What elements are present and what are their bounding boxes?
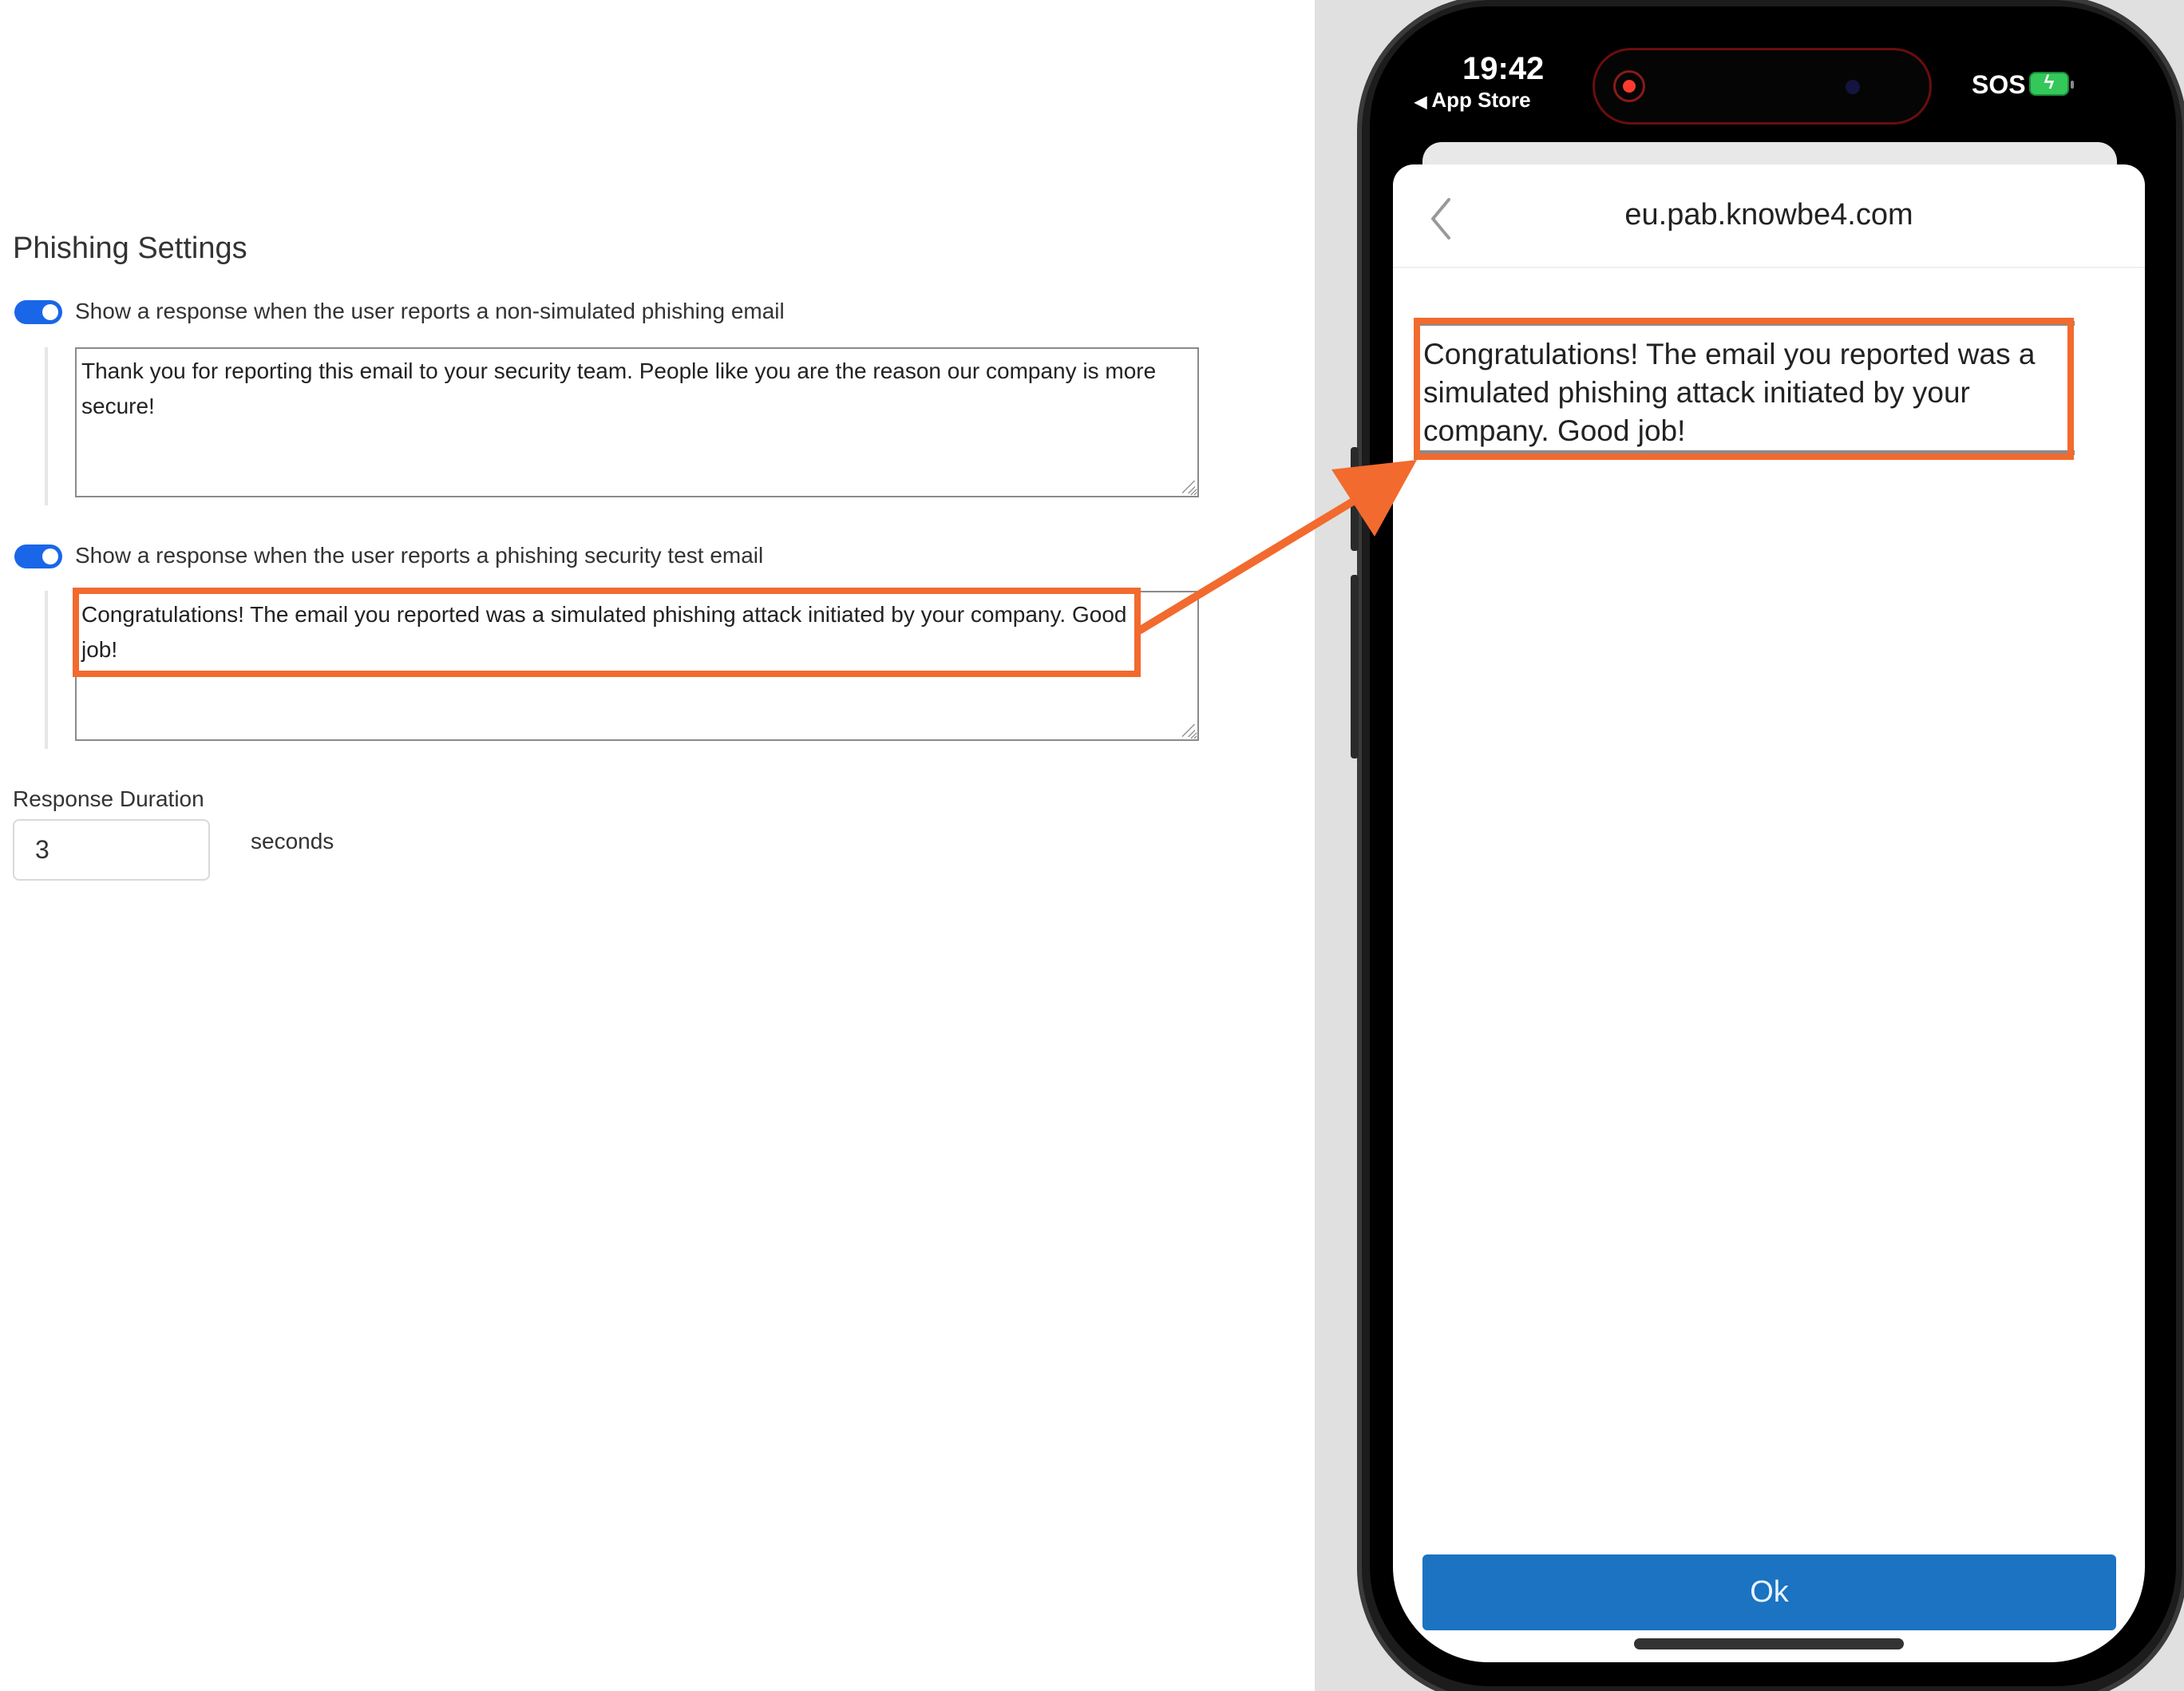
response-message: Congratulations! The email you reported was a simulated phishing attack initiated by your company. Good job! [1415,321,2075,455]
test-email-response-text: Congratulations! The email you reported was a simulated phishing attack initiated by your company. Good job! [81,602,1127,662]
toggle-test-email-response[interactable] [14,545,62,568]
section-title: Phishing Settings [13,232,247,265]
resize-grip-icon[interactable] [1182,481,1195,493]
home-indicator [1634,1638,1904,1649]
back-triangle-icon: ◀ [1414,93,1427,111]
indent-rule [45,347,48,505]
phone-side-button [1351,447,1359,551]
camera-icon [1846,80,1860,94]
screen-header [1393,164,2145,268]
response-duration-input[interactable]: 3 [13,819,210,881]
indent-rule [45,591,48,749]
non-simulated-response-text: Thank you for reporting this email to your security team. People like you are the reason our company is more secure! [81,358,1157,418]
response-duration-unit: seconds [251,829,334,853]
status-time: 19:42 [1462,51,1545,86]
back-app-label: App Store [1431,88,1531,112]
resize-grip-icon[interactable] [1182,724,1195,737]
toggle-label-non-simulated: Show a response when the user reports a non-simulated phishing email [75,299,785,323]
response-duration-label: Response Duration [13,786,204,811]
ok-button[interactable]: Ok [1422,1554,2116,1630]
status-back-to-app[interactable] [1414,88,1531,113]
toggle-label-test-email: Show a response when the user reports a phishing security test email [75,543,764,568]
url-title: eu.pab.knowbe4.com [1624,198,1913,232]
phone-screen [1393,164,2145,1662]
battery-charging-icon: ϟ [2029,72,2069,96]
non-simulated-response-textarea[interactable] [75,347,1199,497]
phone-side-button [1351,575,1359,758]
status-carrier: SOS [1972,70,2026,99]
toggle-non-simulated-response[interactable] [14,300,62,324]
recording-indicator-icon [1613,70,1645,102]
test-email-response-textarea[interactable] [75,591,1199,741]
